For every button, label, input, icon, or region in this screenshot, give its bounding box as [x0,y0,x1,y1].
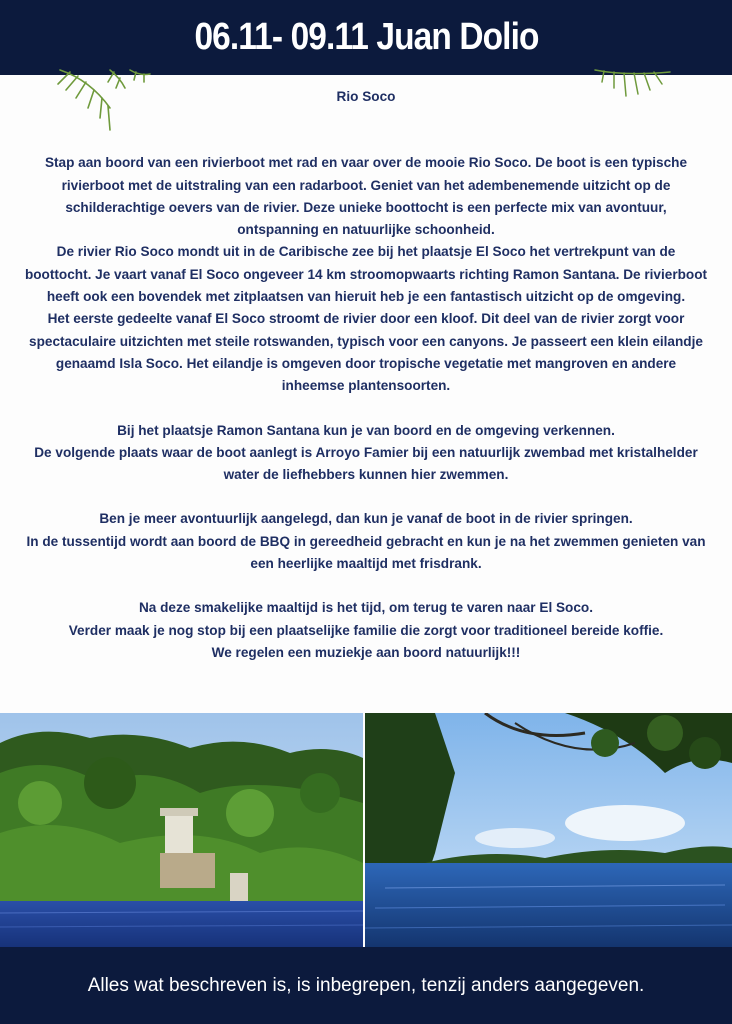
footer-banner [0,947,732,1024]
paragraph: Stap aan boord van een rivierboot met rad en vaar over de mooie Rio Soco. De boot is een typische rivierboot met de uitstraling van een radarboot. Geniet van het adembenemende uitzicht op de schilderachtige oevers van de rivier. Deze unieke boottocht is een perfecte mix van avontuur, ontspanning en natuurlijke schoonheid. [44,155,688,238]
paragraph: Verder maak je nog stop bij een plaatselijke familie die zorgt voor traditioneel bereide koffie. [68,622,664,638]
footer-note: Alles wat beschreven is, is inbegrepen, tenzij anders aangegeven. [87,974,645,996]
header-banner [0,0,732,75]
paragraph: De rivier Rio Soco mondt uit in de Caribische zee bij het plaatsje El Soco het vertrekpunt van de boottocht. Je vaart vanaf El Soco ongeveer 14 km stroomopwaarts richting Ramon Santana. De rivierboot heeft ook een bovendek met zitplaatsen van hieruit heb je een fantastisch uitzicht op de omgeving. [24,244,708,305]
paragraph: Het eerste gedeelte vanaf El Soco stroomt de rivier door een kloof. Dit deel van de rivier zorgt voor spectaculaire uitzichten met steile rotswanden, typisch voor een canyons. Je passeert een klein eilandje genaamd Isla Soco. Het eilandje is omgeven door tropische vegetatie met mangroven en andere inheemse plantensoorten. [29,311,703,394]
article-body [24,86,708,664]
page-title: 06.11- 09.11 Juan Dolio [193,16,539,58]
photo-strip [0,713,732,947]
paragraph: Ben je meer avontuurlijk aangelegd, dan kun je vanaf de boot in de rivier springen. [99,511,633,527]
river-mangrove-photo [365,713,732,947]
paragraph: We regelen een muziekje aan boord natuurlijk!!! [211,644,521,660]
river-cliff-photo [0,713,363,947]
section-subtitle: Rio Soco [336,89,396,104]
paragraph: Bij het plaatsje Ramon Santana kun je van boord en de omgeving verkennen. [117,422,615,438]
paragraph: In de tussentijd wordt aan boord de BBQ in gereedheid gebracht en kun je na het zwemmen genieten van een heerlijke maaltijd met frisdrank. [26,533,706,572]
paragraph: Na deze smakelijke maaltijd is het tijd, om terug te varen naar El Soco. [138,600,594,616]
paragraph: De volgende plaats waar de boot aanlegt is Arroyo Famier bij een natuurlijk zwembad met kristalhelder water de liefhebbers kunnen hier zwemmen. [34,444,698,483]
